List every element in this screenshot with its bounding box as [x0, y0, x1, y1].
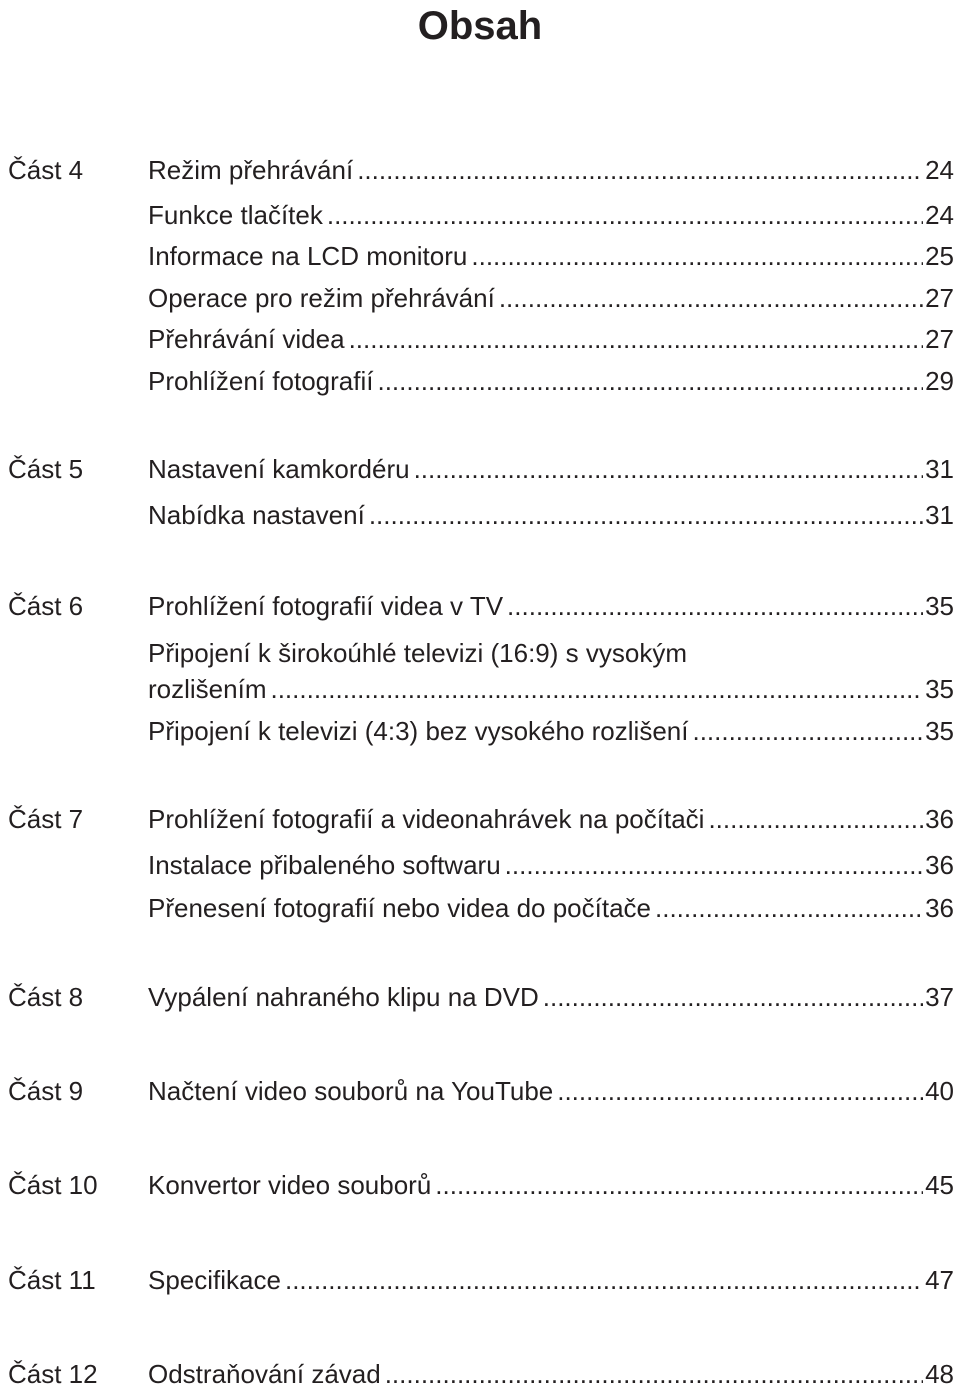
page-number: 25 [925, 241, 954, 271]
toc-entry[interactable] [148, 281, 954, 315]
dot-leader [557, 1074, 923, 1108]
toc-entry[interactable] [148, 1263, 954, 1297]
dot-leader [692, 714, 923, 748]
page-number: 48 [925, 1359, 954, 1389]
dot-leader [369, 498, 923, 532]
toc-entry[interactable] [148, 1074, 954, 1108]
dot-leader [471, 239, 923, 273]
toc-entry[interactable] [148, 980, 954, 1014]
entry-title: Operace pro režim přehrávání [148, 283, 495, 313]
dot-leader [505, 848, 923, 882]
page-number: 35 [925, 716, 954, 746]
part-label: Část 5 [8, 454, 84, 484]
toc-entry[interactable] [148, 153, 954, 187]
entry-title: Konvertor video souborů [148, 1170, 432, 1200]
page-number: 36 [925, 893, 954, 923]
part-label: Část 12 [8, 1359, 98, 1389]
toc-entry[interactable] [148, 1168, 954, 1202]
toc-entry[interactable] [148, 891, 954, 925]
entry-title: rozlišením [148, 674, 267, 704]
page-number: 45 [925, 1170, 954, 1200]
toc-entry[interactable] [148, 498, 954, 532]
page-title: Obsah [417, 4, 543, 48]
part-label: Část 9 [8, 1076, 84, 1106]
entry-title: Odstraňování závad [148, 1359, 381, 1389]
entry-title: Prohlížení fotografií [148, 366, 374, 396]
part-label: Část 8 [8, 982, 84, 1012]
toc-entry[interactable] [148, 672, 954, 706]
entry-title: Přenesení fotografií nebo videa do počítače [148, 893, 652, 923]
toc-entry[interactable] [148, 364, 954, 398]
toc-entry[interactable] [148, 802, 954, 836]
entry-title: Nastavení kamkordéru [148, 454, 410, 484]
page-number: 35 [925, 591, 954, 621]
entry-title: Načtení video souborů na YouTube [148, 1076, 554, 1106]
entry-title-line[interactable]: Připojení k širokoúhlé televizi (16:9) s vysokým [148, 638, 687, 668]
page-number: 35 [925, 674, 954, 704]
page-number: 31 [925, 500, 954, 530]
entry-title: Nabídka nastavení [148, 500, 365, 530]
part-label: Část 7 [8, 804, 84, 834]
dot-leader [543, 980, 923, 1014]
toc-entry[interactable] [148, 1357, 954, 1391]
dot-leader [285, 1263, 923, 1297]
entry-title: Režim přehrávání [148, 155, 354, 185]
page-number: 40 [925, 1076, 954, 1106]
dot-leader [377, 364, 923, 398]
dot-leader [357, 153, 923, 187]
part-label: Část 6 [8, 591, 84, 621]
dot-leader [349, 322, 924, 356]
dot-leader [435, 1168, 923, 1202]
dot-leader [507, 589, 923, 623]
dot-leader [270, 672, 923, 706]
dot-leader [385, 1357, 923, 1391]
page-number: 24 [925, 155, 954, 185]
page-number: 24 [925, 200, 954, 230]
entry-title: Vypálení nahraného klipu na DVD [148, 982, 539, 1012]
dot-leader [499, 281, 923, 315]
toc-entry[interactable] [148, 714, 954, 748]
dot-leader [414, 452, 924, 486]
page-number: 31 [925, 454, 954, 484]
entry-title: Informace na LCD monitoru [148, 241, 468, 271]
part-label: Část 11 [8, 1265, 96, 1295]
page-number: 27 [925, 324, 954, 354]
page-number: 27 [925, 283, 954, 313]
entry-title: Přehrávání videa [148, 324, 345, 354]
page-number: 36 [925, 850, 954, 880]
page-number: 36 [925, 804, 954, 834]
page-number: 47 [925, 1265, 954, 1295]
entry-title: Prohlížení fotografií a videonahrávek na počítači [148, 804, 705, 834]
toc-entry[interactable] [148, 452, 954, 486]
entry-title: Prohlížení fotografií videa v TV [148, 591, 504, 621]
page-number: 29 [925, 366, 954, 396]
dot-leader [708, 802, 923, 836]
toc-entry[interactable] [148, 239, 954, 273]
entry-title: Specifikace [148, 1265, 281, 1295]
toc-entry[interactable] [148, 322, 954, 356]
entry-title: Funkce tlačítek [148, 200, 323, 230]
toc-entry[interactable] [148, 198, 954, 232]
toc-entry[interactable] [148, 848, 954, 882]
page-number: 37 [925, 982, 954, 1012]
toc-entry[interactable] [148, 589, 954, 623]
part-label: Část 4 [8, 155, 84, 185]
dot-leader [327, 198, 923, 232]
entry-title: Připojení k televizi (4:3) bez vysokého rozlišení [148, 716, 689, 746]
dot-leader [655, 891, 923, 925]
entry-title: Instalace přibaleného softwaru [148, 850, 501, 880]
part-label: Část 10 [8, 1170, 98, 1200]
